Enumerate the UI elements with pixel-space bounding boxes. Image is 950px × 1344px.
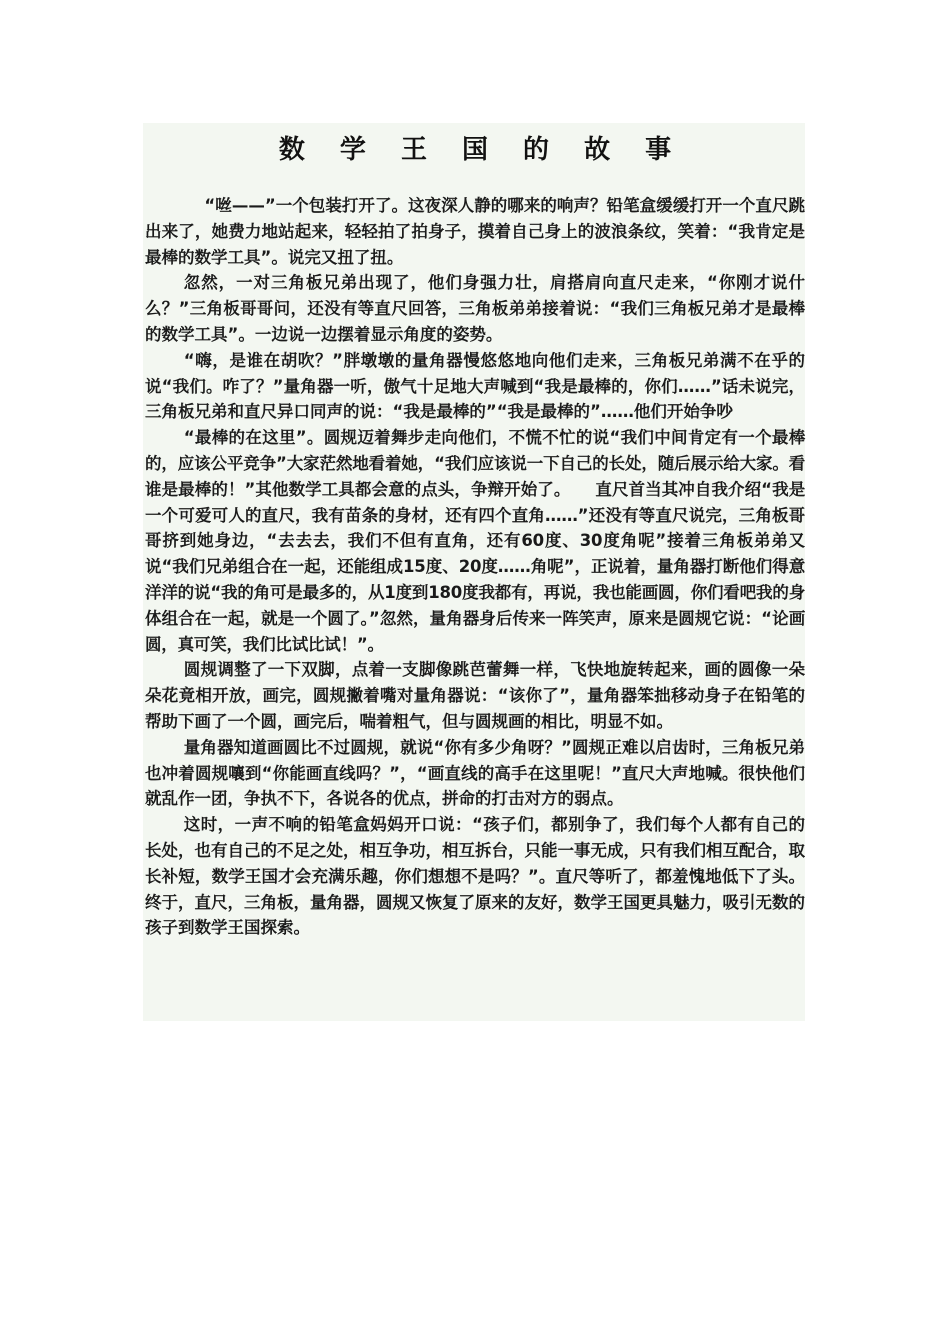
paragraph-4: “最棒的在这里”。圆规迈着舞步走向他们，不慌不忙的说“我们中间肯定有一个最棒的，应该公平竞争”大家茫然地看着她，“我们应该说一下自己的长处，随后展示给大家。看谁是最棒的！”其他数学工具都会意的点头，争辩开始了。 直尺首当其冲自我介绍“我是一个可爱可人的直尺，我有苗条的身材，还有四个直角……”还没有等直尺说完，三角板哥哥挤到她身边，“去去去，我们不但有直角，还有60度、30度角呢”接着三角板弟弟又说“我们兄弟组合在一起，还能组成15度、20度……角呢”，正说着，量角器打断他们得意洋洋的说“我的角可是最多的，从1度到180度我都有，再说，我也能画圆，你们看吧我的身体组合在一起，就是一个圆了。”忽然，量角器身后传来一阵笑声，原来是圆规它说：“论画圆，真可笑，我们比试比试！”。	[145, 428, 805, 654]
story-title: 数 学 王 国 的 故 事	[278, 135, 685, 165]
paragraph-5: 圆规调整了一下双脚，点着一支脚像跳芭蕾舞一样，飞快地旋转起来，画的圆像一朵朵花竟相开放，画完，圆规撇着嘴对量角器说：“该你了”，量角器笨拙移动身子在铅笔的帮助下画了一个圆，画完后，喘着粗气，但与圆规画的相比，明显不如。	[145, 660, 805, 731]
story-body	[145, 193, 805, 941]
paragraph-3: “嗨，是谁在胡吹？”胖墩墩的量角器慢悠悠地向他们走来，三角板兄弟满不在乎的说“我们。咋了？”量角器一听，傲气十足地大声喊到“我是最棒的，你们……”话未说完，三角板兄弟和直尺异口同声的说：“我是最棒的”“我是最棒的”……他们开始争吵	[145, 350, 805, 422]
paragraph-7: 这时，一声不响的铅笔盒妈妈开口说：“孩子们，都别争了，我们每个人都有自己的长处，也有自己的不足之处，相互争功，相互拆台，只能一事无成，只有我们相互配合，取长补短，数学王国才会充满乐趣，你们想想不是吗？”。直尺等听了，都羞愧地低下了头。终于，直尺，三角板，量角器，圆规又恢复了原来的友好，数学王国更具魅力，吸引无数的孩子到数学王国探索。	[145, 815, 805, 938]
story-article	[143, 123, 805, 1021]
paragraph-6: 量角器知道画圆比不过圆规，就说“你有多少角呀？”圆规正难以启齿时，三角板兄弟也冲着圆规嚷到“你能画直线吗？”，“画直线的高手在这里呢！”直尺大声地喊。很快他们就乱作一团，争执不下，各说各的优点，拼命的打击对方的弱点。	[145, 737, 805, 809]
paragraph-2: 忽然，一对三角板兄弟出现了，他们身强力壮，肩搭肩向直尺走来，“你刚才说什么？”三角板哥哥问，还没有等直尺回答，三角板弟弟接着说：“我们三角板兄弟才是最棒的数学工具”。一边说一边摆着显示角度的姿势。	[145, 273, 805, 344]
paragraph-1: “咝——”一个包装打开了。这夜深人静的哪来的响声？铅笔盒缓缓打开一个直尺跳出来了，她费力地站起来，轻轻拍了拍身子，摸着自己身上的波浪条纹，笑着：“我肯定是最棒的数学工具”。说完又扭了扭。	[145, 196, 805, 267]
